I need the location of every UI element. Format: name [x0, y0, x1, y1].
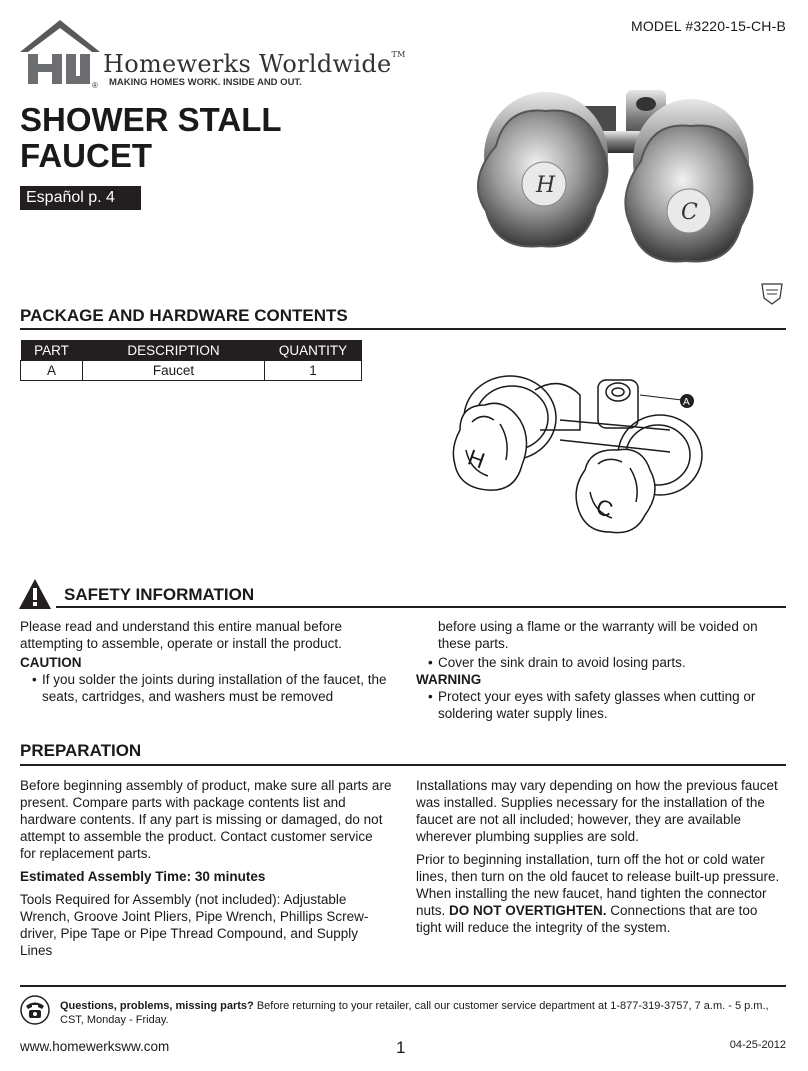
caution-item: • If you solder the joints during installation of the faucet, the seats, cartridges, and washers must be removed: [42, 671, 392, 705]
svg-text:®: ®: [92, 81, 98, 90]
caution-item-2: • Cover the sink drain to avoid losing parts.: [438, 654, 786, 671]
faucet-diagram: [430, 360, 720, 540]
brand-tagline: MAKING HOMES WORK. INSIDE AND OUT.: [109, 77, 302, 88]
preparation-right-column: [416, 777, 786, 942]
model-number: MODEL #3220-15-CH-B: [630, 18, 786, 34]
safety-intro: Please read and understand this entire manual before attempting to assemble, operate or install the product.: [20, 619, 342, 651]
preparation-paragraph-1: Before beginning assembly of product, make sure all parts are present. Compare parts with package contents list and hardware contents. If any part is missing or damaged, do not attempt to assemble the product. Contact customer service for replacement parts.: [20, 778, 392, 861]
col-description: DESCRIPTION: [83, 340, 265, 361]
table-row: [21, 361, 362, 381]
contents-header-row: [21, 340, 362, 361]
brand-name: Homewerks Worldwide™: [103, 50, 406, 78]
svg-text:A: A: [683, 397, 690, 408]
safety-left-column: [20, 618, 392, 709]
support-message: Questions, problems, missing parts? Before returning to your retailer, call our customer service department at 1-877-319-3757, 7 a.m. - 5 p.m., CST, Monday - Friday.: [60, 1000, 769, 1026]
contents-rule: [20, 328, 786, 330]
preparation-heading: PREPARATION: [20, 741, 142, 760]
svg-text:C: C: [592, 493, 617, 523]
certification-mark-icon: [758, 280, 786, 308]
tools-required: Tools Required for Assembly (not included): Adjustable Wrench, Groove Joint Pliers, Pipe Wrench, Phillips Screw-driver, Pipe Tape or Pipe Thread Compound, and Supply Lines: [20, 892, 369, 958]
svg-text:H: H: [536, 173, 556, 198]
safety-heading: SAFETY INFORMATION: [64, 585, 255, 604]
cell-part: A: [21, 361, 83, 381]
svg-text:C: C: [681, 200, 698, 225]
revision-date: 04-25-2012: [729, 1039, 786, 1051]
safety-right-column: [416, 618, 786, 726]
cell-description: Faucet: [83, 361, 265, 381]
svg-text:H: H: [464, 444, 489, 474]
homewerks-logo-icon: [20, 18, 100, 90]
preparation-paragraph-2: Installations may vary depending on how the previous faucet was installed. Supplies necessary for the installation of the faucet are not all included; however, they are available wherever plumbing supplies are sold.: [416, 778, 778, 844]
preparation-rule: [20, 764, 786, 766]
website-link[interactable]: www.homewerksww.com: [20, 1039, 170, 1054]
col-part: PART: [21, 340, 83, 361]
cell-quantity: 1: [265, 361, 362, 381]
footer-rule: [20, 985, 786, 987]
assembly-time: Estimated Assembly Time: 30 minutes: [20, 869, 266, 884]
safety-rule: [56, 606, 786, 608]
caution-item-continued: before using a flame or the warranty will be voided on these parts.: [438, 619, 758, 651]
spanish-link[interactable]: Español p. 4: [20, 186, 141, 210]
warning-triangle-icon: [18, 578, 52, 610]
preparation-left-column: [20, 777, 392, 965]
contents-table: [20, 340, 362, 381]
caution-heading: CAUTION: [20, 655, 82, 670]
col-quantity: QUANTITY: [265, 340, 362, 361]
warning-item: • Protect your eyes with safety glasses when cutting or soldering water supply lines.: [438, 688, 786, 722]
warning-heading: WARNING: [416, 672, 482, 687]
preparation-paragraph-3: Prior to beginning installation, turn off the hot or cold water lines, then turn on the old faucet to release built-up pressure. When installing the new faucet, hand tighten the connector nuts. DO NOT OVERTIGHTEN. Connections that are too tight will reduce the integrity of the system.: [416, 852, 780, 935]
page-title: SHOWER STALL FAUCET: [20, 101, 282, 174]
phone-icon: [20, 995, 50, 1025]
faucet-photo: [436, 86, 782, 282]
page-number: 1: [396, 1038, 406, 1057]
contents-heading: PACKAGE AND HARDWARE CONTENTS: [20, 306, 348, 325]
